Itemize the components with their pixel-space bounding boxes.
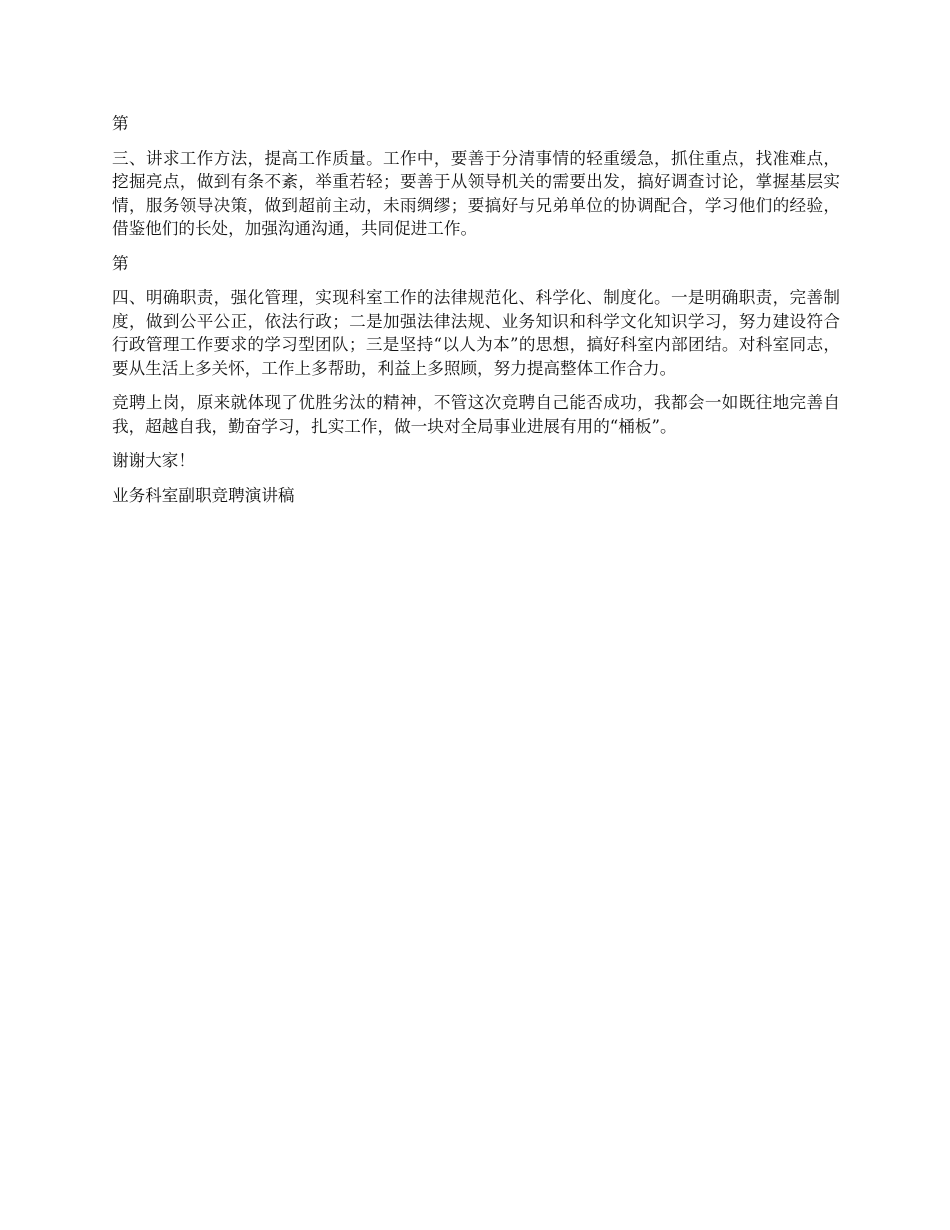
paragraph-clarify-duties: 四、明确职责，强化管理，实现科室工作的法律规范化、科学化、制度化。一是明确职责，完善制度，做到公平公正，依法行政；二是加强法律法规、业务知识和科学文化知识学习，努力建设符合行政管理工作要求的学习型团队；三是坚持“以人为本”的思想，搞好科室内部团结。对科室同志，要从生活上多关怀，工作上多帮助，利益上多照顾，努力提高整体工作合力。 xyxy=(112,288,840,378)
document-body xyxy=(112,112,840,518)
paragraph-work-methods: 三、讲求工作方法，提高工作质量。工作中，要善于分清事情的轻重缓急，抓住重点，找准难点，挖掘亮点，做到有条不紊，举重若轻；要善于从领导机关的需要出发，搞好调查讨论，掌握基层实情，服务领导决策，做到超前主动，未雨绸缪；要搞好与兄弟单位的协调配合，学习他们的经验，借鉴他们的长处，加强沟通沟通，共同促进工作。 xyxy=(112,148,840,238)
paragraph-thanks: 谢谢大家！ xyxy=(112,451,195,470)
paragraph-competition-statement: 竞聘上岗，原来就体现了优胜劣汰的精神，不管这次竞聘自己能否成功，我都会一如既往地完善自我，超越自我，勤奋学习，扎实工作，做一块对全局事业进展有用的“桶板”。 xyxy=(112,393,840,436)
document-footer-title: 业务科室副职竞聘演讲稿 xyxy=(112,485,295,505)
section-marker: 第 xyxy=(112,253,129,273)
section-marker: 第 xyxy=(112,114,129,133)
